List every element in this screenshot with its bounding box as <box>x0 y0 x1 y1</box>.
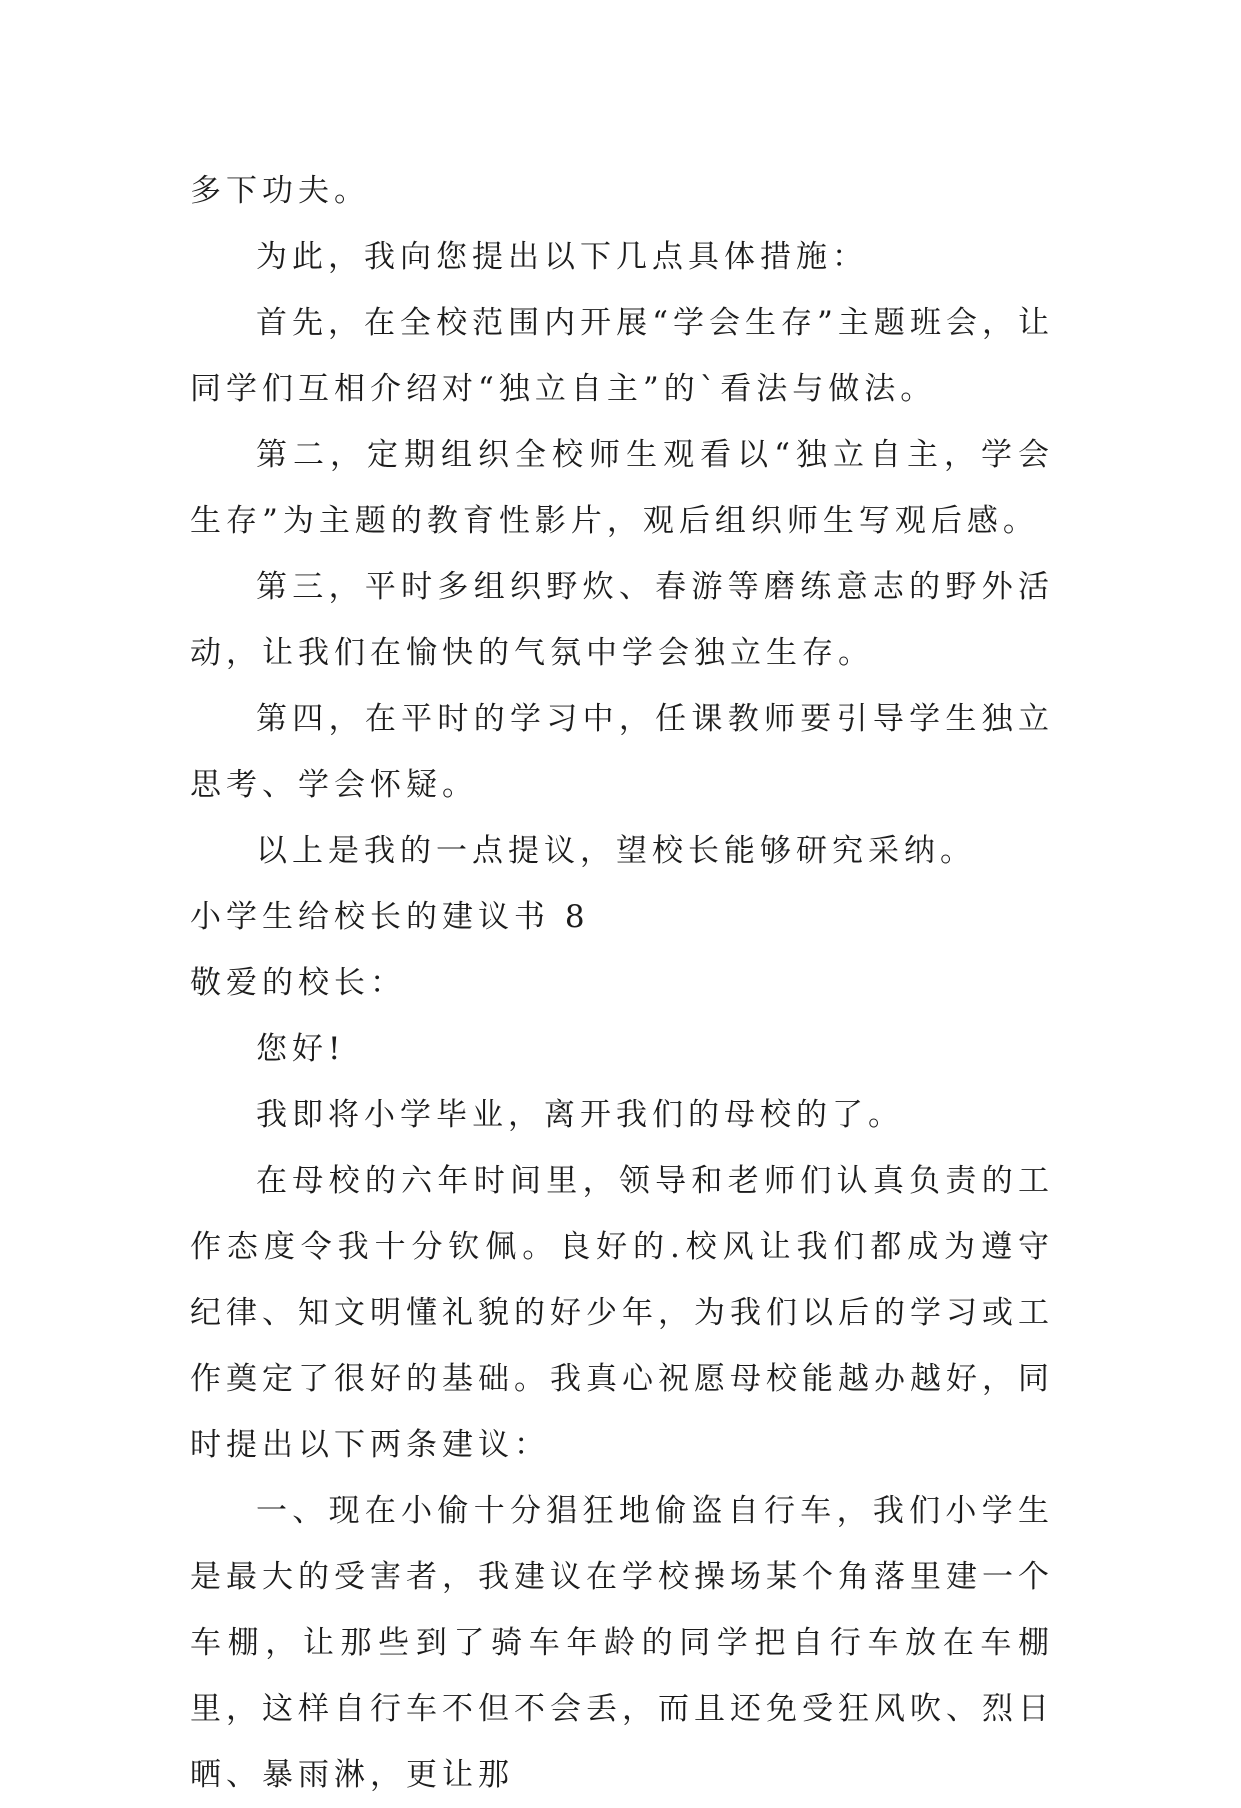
paragraph-7: 以上是我的一点提议，望校长能够研究采纳。 <box>256 833 976 869</box>
paragraph-2: 为此，我向您提出以下几点具体措施： <box>256 239 868 275</box>
section-title: 小学生给校长的建议书 8 <box>190 899 590 935</box>
paragraph-5: 第三，平时多组织野炊、春游等磨练意志的野外活动，让我们在愉快的气氛中学会独立生存。 <box>190 569 1054 671</box>
paragraph-11: 我即将小学毕业，离开我们的母校的了。 <box>256 1097 904 1133</box>
salutation: 敬爱的校长： <box>190 965 406 1001</box>
paragraph-13: 一、现在小偷十分猖狂地偷盗自行车，我们小学生是最大的受害者，我建议在学校操场某个角落里建一个车棚，让那些到了骑车年龄的同学把自行车放在车棚里，这样自行车不但不会丢，而且还免受狂风吹、烈日晒、暴雨淋，更让那 <box>190 1493 1054 1793</box>
paragraph-1: 多下功夫。 <box>190 173 370 209</box>
greeting: 您好! <box>256 1031 346 1067</box>
paragraph-3: 首先，在全校范围内开展“学会生存”主题班会，让同学们互相介绍对“独立自主”的`看法与做法。 <box>190 305 1054 407</box>
document-body <box>190 158 1054 1808</box>
paragraph-4: 第二，定期组织全校师生观看以“独立自主，学会生存”为主题的教育性影片，观后组织师生写观后感。 <box>190 437 1054 539</box>
paragraph-12: 在母校的六年时间里，领导和老师们认真负责的工作态度令我十分钦佩。良好的.校风让我们都成为遵守纪律、知文明懂礼貌的好少年，为我们以后的学习或工作奠定了很好的基础。我真心祝愿母校能越办越好，同时提出以下两条建议： <box>190 1163 1054 1463</box>
paragraph-6: 第四，在平时的学习中，任课教师要引导学生独立思考、学会怀疑。 <box>190 701 1054 803</box>
